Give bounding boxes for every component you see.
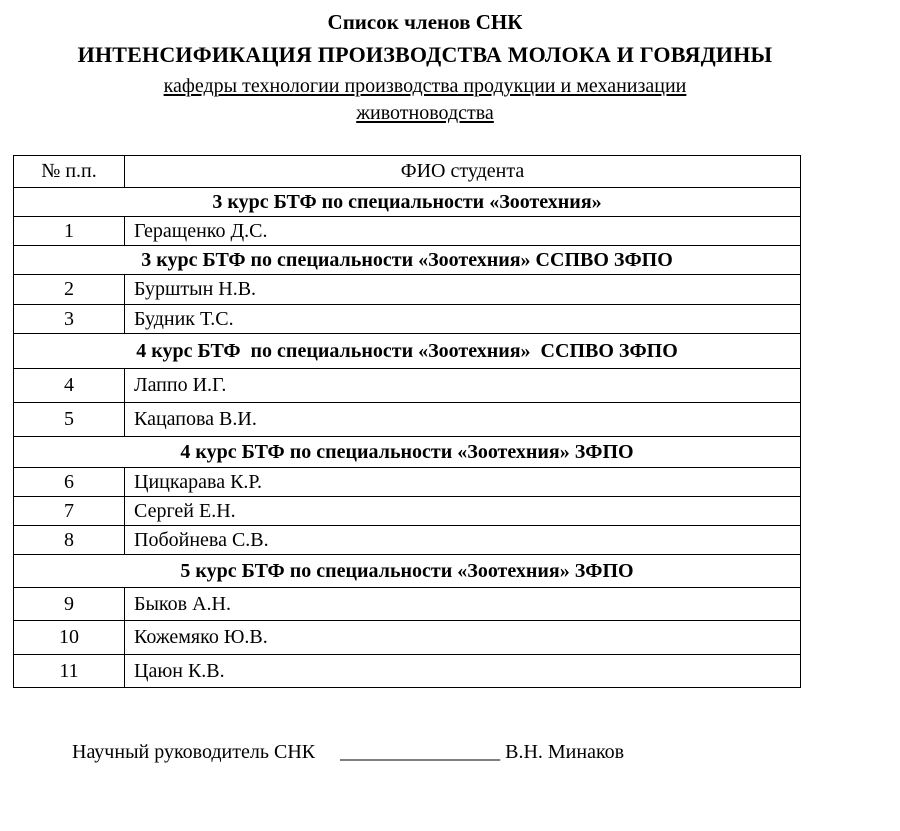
table-row: [14, 369, 801, 403]
document-title: Список членов СНК: [327, 10, 523, 34]
members-table: [13, 155, 801, 688]
header-num: № п.п.: [14, 156, 125, 188]
row-num: 7: [14, 497, 125, 526]
row-num: 3: [14, 305, 125, 334]
section-title: 3 курс БТФ по специальности «Зоотехния»: [14, 188, 801, 217]
document-subtitle: ИНТЕНСИФИКАЦИЯ ПРОИЗВОДСТВА МОЛОКА И ГОВЯДИНЫ: [77, 42, 773, 67]
row-student-name: Побойнева С.В.: [125, 526, 801, 555]
row-num: 5: [14, 403, 125, 437]
row-num: 2: [14, 275, 125, 305]
row-student-name: Быков А.Н.: [125, 588, 801, 621]
table-row: [14, 468, 801, 497]
signature-line: [72, 738, 624, 766]
row-student-name: Лаппо И.Г.: [125, 369, 801, 403]
row-student-name: Цицкарава К.Р.: [125, 468, 801, 497]
row-student-name: Бурштын Н.В.: [125, 275, 801, 305]
section-row: [14, 334, 801, 369]
section-title: 3 курс БТФ по специальности «Зоотехния» ССПВО ЗФПО: [14, 246, 801, 275]
table-row: [14, 275, 801, 305]
table-row: [14, 305, 801, 334]
section-title: 5 курс БТФ по специальности «Зоотехния» ЗФПО: [14, 555, 801, 588]
row-num: 11: [14, 655, 125, 688]
table-row: [14, 621, 801, 655]
table-row: [14, 588, 801, 621]
section-row: [14, 555, 801, 588]
table-row: [14, 403, 801, 437]
signature-blank: ________________: [340, 741, 501, 763]
row-student-name: Кацапова В.И.: [125, 403, 801, 437]
row-student-name: Цаюн К.В.: [125, 655, 801, 688]
signature-role: Научный руководитель СНК: [72, 741, 316, 763]
table-row: [14, 655, 801, 688]
section-row: [14, 437, 801, 468]
table-row: [14, 526, 801, 555]
section-title: 4 курс БТФ по специальности «Зоотехния» ССПВО ЗФПО: [14, 334, 801, 369]
row-num: 8: [14, 526, 125, 555]
row-student-name: Геращенко Д.С.: [125, 217, 801, 246]
table-row: [14, 217, 801, 246]
row-num: 6: [14, 468, 125, 497]
department-line-2: животноводства: [356, 102, 494, 124]
table-header-row: [14, 156, 801, 188]
section-title: 4 курс БТФ по специальности «Зоотехния» ЗФПО: [14, 437, 801, 468]
row-student-name: Сергей Е.Н.: [125, 497, 801, 526]
row-num: 1: [14, 217, 125, 246]
section-row: [14, 246, 801, 275]
row-num: 10: [14, 621, 125, 655]
table-row: [14, 497, 801, 526]
department-line-1: кафедры технологии производства продукции и механизации: [163, 75, 687, 97]
row-student-name: Кожемяко Ю.В.: [125, 621, 801, 655]
members-body: [14, 188, 801, 688]
department-caption: [0, 73, 850, 127]
row-student-name: Будник Т.С.: [125, 305, 801, 334]
section-row: [14, 188, 801, 217]
row-num: 4: [14, 369, 125, 403]
signature-name: В.Н. Минаков: [505, 741, 625, 763]
header-name: ФИО студента: [125, 156, 801, 188]
row-num: 9: [14, 588, 125, 621]
